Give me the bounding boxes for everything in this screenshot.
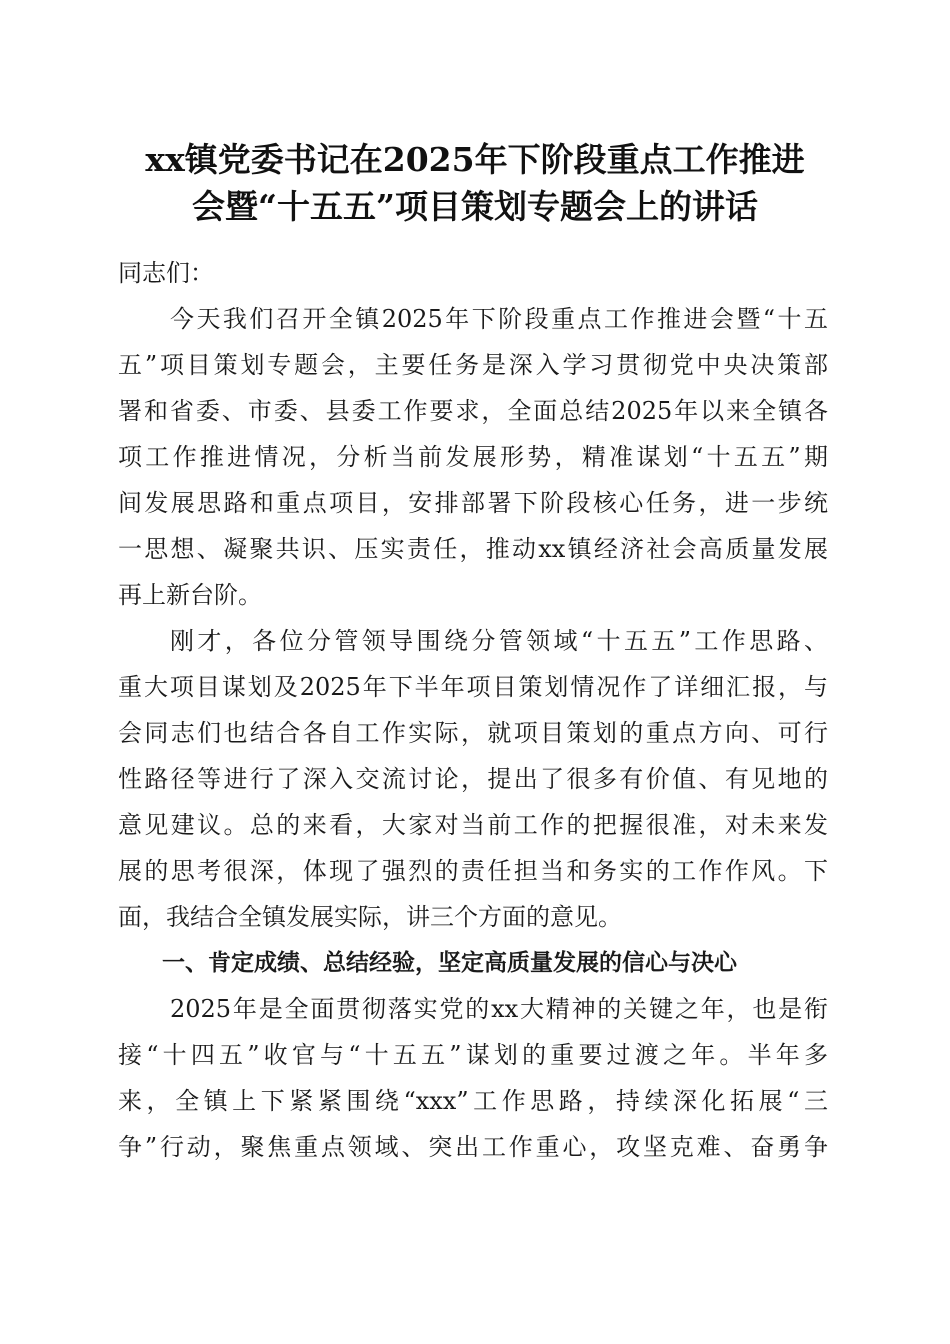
paragraph-3: [118, 986, 828, 1170]
title-line-2: 会暨“十五五”项目策划专题会上的讲话: [192, 187, 758, 226]
document-body: [118, 250, 828, 1170]
paragraph-line: 再上新台阶。: [118, 581, 262, 609]
salutation: 同志们：: [118, 259, 214, 287]
paragraph-line: 会同志们也结合各自工作实际，就项目策划的重点方向、可行: [118, 719, 828, 747]
paragraph-line: 项工作推进情况，分析当前发展形势，精准谋划“十五五”期: [118, 443, 828, 471]
paragraph-line: 一思想、凝聚共识、压实责任，推动xx镇经济社会高质量发展: [118, 535, 828, 563]
paragraph-line: 2025年是全面贯彻落实党的xx大精神的关键之年，也是衔: [170, 995, 828, 1023]
paragraph-line: 间发展思路和重点项目，安排部署下阶段核心任务，进一步统: [118, 489, 828, 517]
paragraph-line: 展的思考很深，体现了强烈的责任担当和务实的工作作风。下: [118, 857, 828, 885]
paragraph-line: 刚才，各位分管领导围绕分管领域“十五五”工作思路、: [170, 627, 828, 655]
paragraph-line: 意见建议。总的来看，大家对当前工作的把握很准，对未来发: [118, 811, 828, 839]
paragraph-line: 面，我结合全镇发展实际，讲三个方面的意见。: [118, 903, 622, 931]
paragraph-2: [118, 618, 828, 940]
paragraph-line: 重大项目谋划及2025年下半年项目策划情况作了详细汇报，与: [118, 673, 828, 701]
paragraph-1: [118, 296, 828, 618]
document-title: [100, 136, 850, 230]
paragraph-line: 争”行动，聚焦重点领域、突出工作重心，攻坚克难、奋勇争: [118, 1133, 828, 1161]
paragraph-line: 署和省委、市委、县委工作要求，全面总结2025年以来全镇各: [118, 397, 828, 425]
paragraph-line: 性路径等进行了深入交流讨论，提出了很多有价值、有见地的: [118, 765, 828, 793]
paragraph-line: 今天我们召开全镇2025年下阶段重点工作推进会暨“十五: [170, 305, 828, 333]
paragraph-line: 接“十四五”收官与“十五五”谋划的重要过渡之年。半年多: [118, 1041, 828, 1069]
section-heading: 一、肯定成绩、总结经验，坚定高质量发展的信心与决心: [162, 950, 737, 976]
paragraph-line: 来，全镇上下紧紧围绕“xxx”工作思路，持续深化拓展“三: [118, 1087, 828, 1115]
title-line-1: xx镇党委书记在2025年下阶段重点工作推进: [145, 140, 805, 179]
paragraph-line: 五”项目策划专题会，主要任务是深入学习贯彻党中央决策部: [118, 351, 828, 379]
